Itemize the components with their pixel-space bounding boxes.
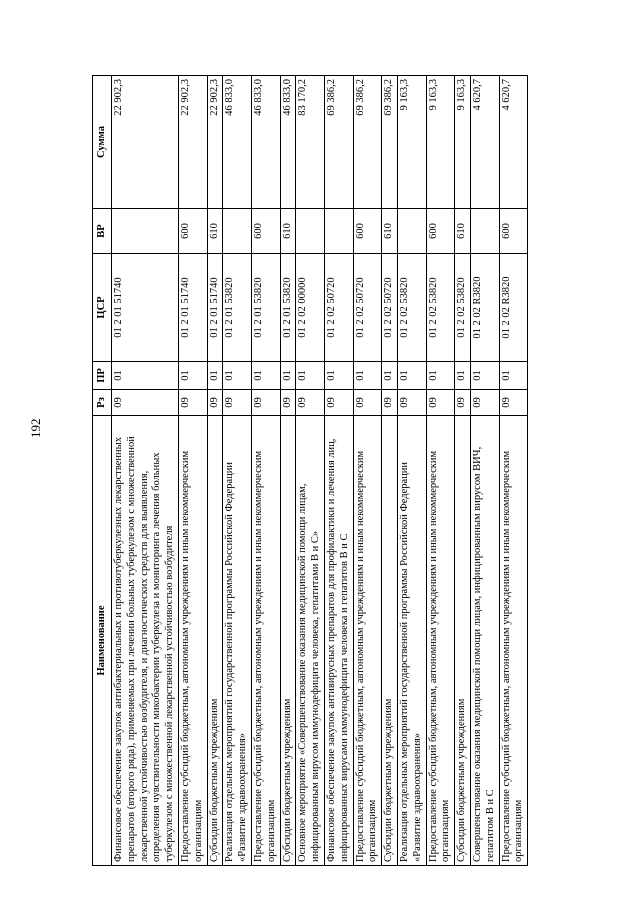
cell-pr: 01 (353, 362, 382, 390)
cell-csr: 01 2 01 51740 (112, 254, 179, 362)
cell-vr: 600 (426, 209, 455, 254)
cell-pr: 01 (223, 362, 252, 390)
cell-rz: 09 (426, 390, 455, 416)
cell-sum: 22 902,3 (112, 76, 179, 209)
cell-rz: 09 (280, 390, 296, 416)
cell-vr (324, 209, 353, 254)
rotated-page-content (92, 76, 584, 866)
table-row (223, 76, 252, 866)
cell-csr: 01 2 02 R3820 (499, 254, 528, 362)
cell-pr: 01 (397, 362, 426, 390)
cell-sum: 22 902,3 (207, 76, 223, 209)
cell-pr: 01 (426, 362, 455, 390)
cell-vr (470, 209, 499, 254)
cell-name: Субсидии бюджетным учреждениям (382, 416, 398, 866)
table-row (324, 76, 353, 866)
table-row (470, 76, 499, 866)
cell-vr (296, 209, 325, 254)
cell-csr: 01 2 02 50720 (353, 254, 382, 362)
page-number: 192 (28, 418, 43, 438)
cell-vr: 610 (280, 209, 296, 254)
table-row (382, 76, 398, 866)
cell-sum: 46 833,0 (223, 76, 252, 209)
cell-sum: 83 170,2 (296, 76, 325, 209)
table-row (280, 76, 296, 866)
cell-vr (223, 209, 252, 254)
cell-sum: 46 833,0 (251, 76, 280, 209)
cell-pr: 01 (499, 362, 528, 390)
table-row (178, 76, 207, 866)
cell-sum: 4 620,7 (499, 76, 528, 209)
cell-vr (397, 209, 426, 254)
cell-csr: 01 2 02 53820 (397, 254, 426, 362)
cell-rz: 09 (112, 390, 179, 416)
table-row (397, 76, 426, 866)
table-row (353, 76, 382, 866)
cell-name: Финансовое обеспечение закупок антибактериальных и противотуберкулезных лекарственных препаратов (второго ряда), применяемых при лечении больных туберкулезом с множественной лекарственной устойчивостью возбудителя, и диагностических средств для выявления, определения чувствительности микобактерии туберкулеза и мониторинга лечения больных туберкулезом с множественной лекарственной устойчивостью возбудителя (112, 416, 179, 866)
table-row (112, 76, 179, 866)
cell-csr: 01 2 02 R3820 (470, 254, 499, 362)
table-header-row (93, 76, 112, 866)
cell-sum: 46 833,0 (280, 76, 296, 209)
cell-csr: 01 2 01 53820 (251, 254, 280, 362)
header-csr: ЦСР (93, 254, 112, 362)
table-row (426, 76, 455, 866)
cell-sum: 22 902,3 (178, 76, 207, 209)
cell-csr: 01 2 01 53820 (280, 254, 296, 362)
cell-csr: 01 2 02 50720 (382, 254, 398, 362)
cell-csr: 01 2 02 53820 (455, 254, 471, 362)
cell-vr: 600 (178, 209, 207, 254)
cell-vr: 600 (353, 209, 382, 254)
cell-csr: 01 2 02 00000 (296, 254, 325, 362)
cell-pr: 01 (296, 362, 325, 390)
cell-pr: 01 (178, 362, 207, 390)
cell-pr: 01 (251, 362, 280, 390)
cell-name: Основное мероприятие «Совершенствование оказания медицинской помощи лицам, инфицированным вирусом иммунодефицита человека, гепатитами В и С» (296, 416, 325, 866)
cell-name: Предоставление субсидий бюджетным, автономным учреждениям и иным некоммерческим организациям (178, 416, 207, 866)
header-rz: Рз (93, 390, 112, 416)
cell-name: Реализация отдельных мероприятий государственной программы Российской Федерации «Развитие здравоохранения» (397, 416, 426, 866)
cell-pr: 01 (207, 362, 223, 390)
cell-name: Субсидии бюджетным учреждениям (280, 416, 296, 866)
cell-pr: 01 (382, 362, 398, 390)
cell-rz: 09 (251, 390, 280, 416)
cell-rz: 09 (397, 390, 426, 416)
cell-sum: 69 386,2 (353, 76, 382, 209)
cell-sum: 4 620,7 (470, 76, 499, 209)
table-body (112, 76, 528, 866)
cell-pr: 01 (455, 362, 471, 390)
cell-name: Предоставление субсидий бюджетным, автономным учреждениям и иным некоммерческим организациям (353, 416, 382, 866)
table-row (207, 76, 223, 866)
table-row (499, 76, 528, 866)
cell-sum: 9 163,3 (426, 76, 455, 209)
cell-pr: 01 (280, 362, 296, 390)
cell-rz: 09 (324, 390, 353, 416)
cell-name: Субсидии бюджетным учреждениям (207, 416, 223, 866)
budget-table (92, 75, 528, 866)
header-vr: ВР (93, 209, 112, 254)
cell-pr: 01 (470, 362, 499, 390)
cell-rz: 09 (499, 390, 528, 416)
cell-csr: 01 2 01 51740 (178, 254, 207, 362)
cell-pr: 01 (112, 362, 179, 390)
cell-sum: 9 163,3 (455, 76, 471, 209)
cell-name: Совершенствование оказания медицинской помощи лицам, инфицированным вирусом ВИЧ, гепатитом В и С (470, 416, 499, 866)
cell-vr: 610 (382, 209, 398, 254)
cell-vr: 610 (455, 209, 471, 254)
cell-name: Предоставление субсидий бюджетным, автономным учреждениям и иным некоммерческим организациям (426, 416, 455, 866)
cell-vr: 600 (499, 209, 528, 254)
cell-name: Финансовое обеспечение закупок антивирусных препаратов для профилактики и лечения лиц, инфицированных вирусами иммунодефицита человека и гепатитов В и С (324, 416, 353, 866)
cell-rz: 09 (470, 390, 499, 416)
cell-csr: 01 2 01 51740 (207, 254, 223, 362)
cell-rz: 09 (223, 390, 252, 416)
cell-csr: 01 2 01 53820 (223, 254, 252, 362)
cell-vr (112, 209, 179, 254)
cell-vr: 610 (207, 209, 223, 254)
header-pr: ПР (93, 362, 112, 390)
header-sum: Сумма (93, 76, 112, 209)
cell-sum: 69 386,2 (324, 76, 353, 209)
cell-sum: 9 163,3 (397, 76, 426, 209)
cell-rz: 09 (207, 390, 223, 416)
header-name: Наименование (93, 416, 112, 866)
cell-csr: 01 2 02 50720 (324, 254, 353, 362)
cell-rz: 09 (382, 390, 398, 416)
table-row (455, 76, 471, 866)
cell-pr: 01 (324, 362, 353, 390)
cell-name: Предоставление субсидий бюджетным, автономным учреждениям и иным некоммерческим организациям (499, 416, 528, 866)
cell-rz: 09 (296, 390, 325, 416)
cell-sum: 69 386,2 (382, 76, 398, 209)
cell-csr: 01 2 02 53820 (426, 254, 455, 362)
table-row (251, 76, 280, 866)
cell-vr: 600 (251, 209, 280, 254)
cell-name: Субсидии бюджетным учреждениям (455, 416, 471, 866)
cell-name: Предоставление субсидий бюджетным, автономным учреждениям и иным некоммерческим организациям (251, 416, 280, 866)
table-row (296, 76, 325, 866)
cell-name: Реализация отдельных мероприятий государственной программы Российской Федерации «Развитие здравоохранения» (223, 416, 252, 866)
cell-rz: 09 (178, 390, 207, 416)
cell-rz: 09 (455, 390, 471, 416)
cell-rz: 09 (353, 390, 382, 416)
